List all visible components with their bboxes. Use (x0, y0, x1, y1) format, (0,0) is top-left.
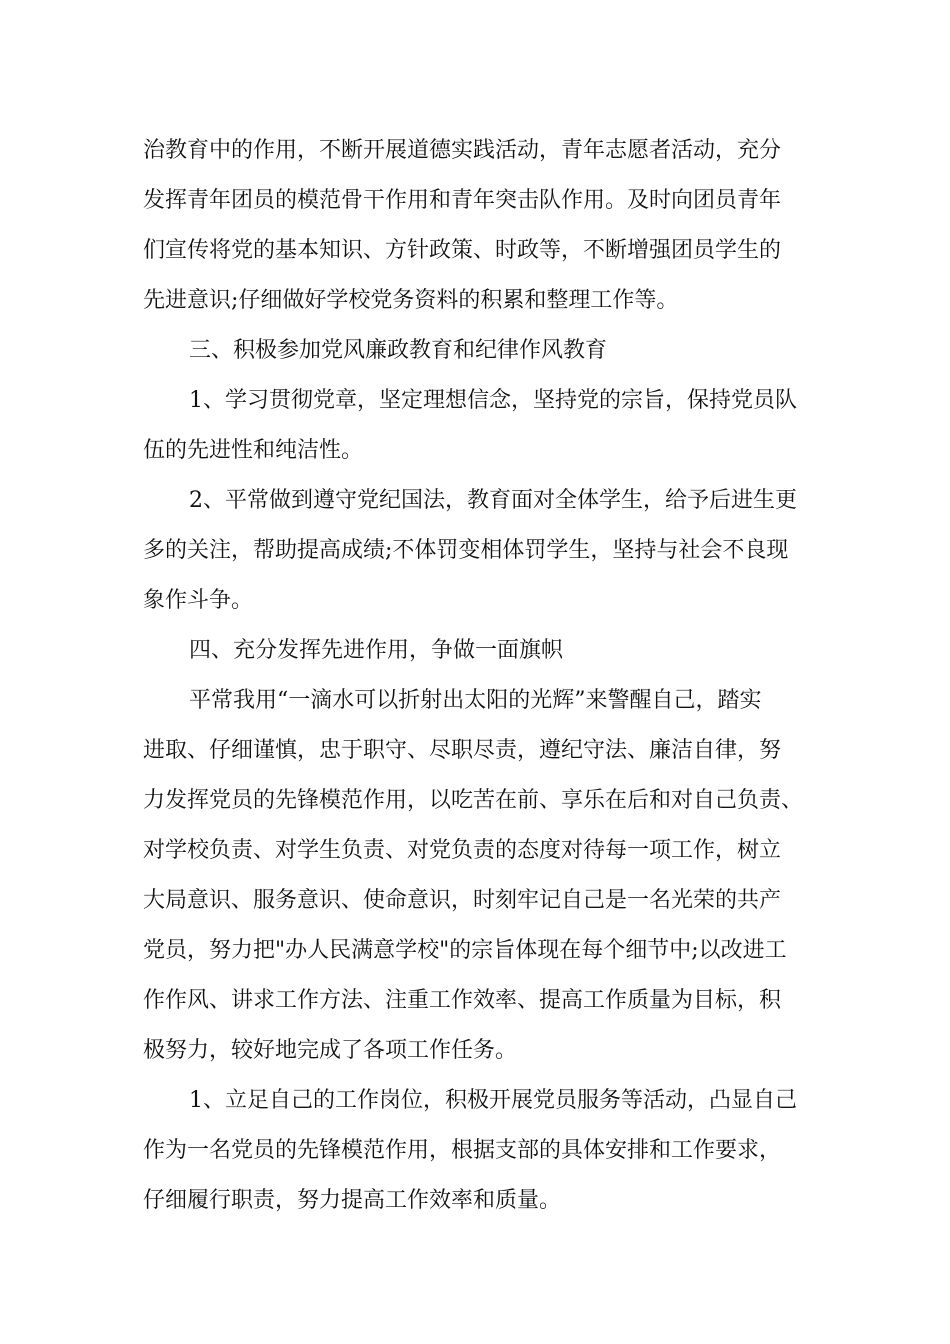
text-line: 治教育中的作用，不断开展道德实践活动，青年志愿者活动，充分 (143, 138, 782, 163)
text-line: 作作风、讲求工作方法、注重工作效率、提高工作质量为目标，积 (143, 988, 782, 1013)
text-line: 先进意识;仔细做好学校党务资料的积累和整理工作等。 (143, 288, 679, 313)
text-line: 多的关注，帮助提高成绩;不体罚变相体罚学生，坚持与社会不良现 (143, 538, 789, 563)
text-line: 1、立足自己的工作岗位，积极开展党员服务等活动，凸显自己 (189, 1088, 797, 1113)
text-line: 进取、仔细谨慎，忠于职守、尽职尽责，遵纪守法、廉洁自律，努 (143, 738, 782, 763)
text-line: 仔细履行职责，努力提高工作效率和质量。 (143, 1188, 562, 1213)
section-heading: 四、充分发挥先进作用，争做一面旗帜 (189, 638, 564, 663)
text-line: 发挥青年团员的模范骨干作用和青年突击队作用。及时向团员青年 (143, 188, 782, 213)
text-line: 对学校负责、对学生负责、对党负责的态度对待每一项工作，树立 (143, 838, 782, 863)
text-line: 大局意识、服务意识、使命意识，时刻牢记自己是一名光荣的共产 (143, 888, 782, 913)
text-line: 们宣传将党的基本知识、方针政策、时政等，不断增强团员学生的 (143, 238, 782, 263)
section-heading: 三、积极参加党风廉政教育和纪律作风教育 (189, 338, 608, 363)
text-line: 平常我用“一滴水可以折射出太阳的光辉”来警醒自己，踏实 (189, 688, 762, 713)
text-line: 2、平常做到遵守党纪国法，教育面对全体学生，给予后进生更 (189, 488, 797, 513)
text-line: 象作斗争。 (143, 588, 254, 613)
text-line: 力发挥党员的先锋模范作用，以吃苦在前、享乐在后和对自己负责、 (143, 788, 804, 813)
text-line: 作为一名党员的先锋模范作用，根据支部的具体安排和工作要求， (143, 1138, 782, 1163)
text-line: 极努力，较好地完成了各项工作任务。 (143, 1038, 518, 1063)
text-line: 1、学习贯彻党章，坚定理想信念，坚持党的宗旨，保持党员队 (189, 388, 797, 413)
text-line: 党员，努力把"办人民满意学校"的宗旨体现在每个细节中;以改进工 (143, 938, 787, 963)
text-line: 伍的先进性和纯洁性。 (143, 438, 364, 463)
